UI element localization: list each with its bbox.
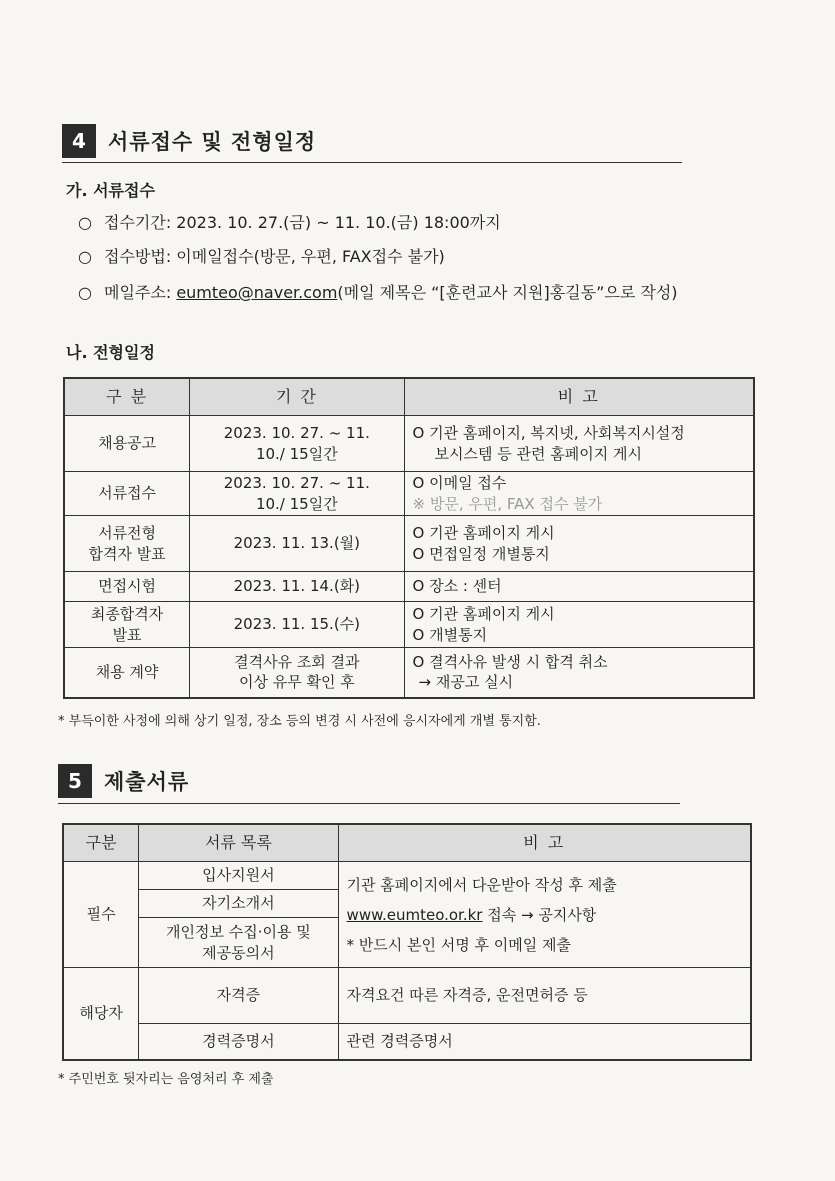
section-title: 제출서류: [104, 770, 190, 794]
document-line: 제공동의서: [202, 943, 275, 962]
section-4-header: [62, 124, 316, 158]
document-cell: 자격증: [139, 968, 338, 1024]
circle-bullet: ○: [78, 283, 92, 302]
period-cell: 2023. 11. 13.(월): [190, 516, 404, 572]
note-line: O 면접일정 개별통지: [412, 544, 550, 563]
notes-cell: [404, 602, 754, 648]
table-row: [64, 648, 754, 698]
bullet-label: 접수방법:: [104, 247, 172, 266]
table-row: [63, 862, 751, 890]
bullet-label: 메일주소:: [104, 283, 172, 302]
section-5-header: [58, 764, 189, 798]
section-number: 5: [58, 764, 92, 798]
period-cell: [190, 416, 404, 472]
table-row: [64, 416, 754, 472]
notes-cell: [404, 416, 754, 472]
divider: [62, 162, 682, 163]
period-line: 10./ 15일간: [255, 494, 338, 513]
notes-cell: 관련 경력증명서: [338, 1024, 751, 1060]
note-line: ※ 방문, 우편, FAX 접수 불가: [412, 494, 603, 513]
header-category: 구분: [63, 824, 139, 862]
period-line: 2023. 10. 27. ~ 11.: [223, 424, 370, 443]
table-header-row: [63, 824, 751, 862]
subheading-schedule: 나. 전형일정: [66, 343, 155, 362]
note-line: [347, 900, 749, 930]
category-cell: [64, 602, 190, 648]
note-line: O 기관 홈페이지 게시: [412, 524, 555, 543]
divider: [58, 803, 680, 804]
required-notes-cell: [338, 862, 751, 968]
period-cell: 2023. 11. 15.(수): [190, 602, 404, 648]
bullet-period: [78, 210, 501, 233]
schedule-footnote: * 부득이한 사정에 의해 상기 일정, 장소 등의 변경 시 사전에 응시자에게 개별 통지함.: [58, 714, 541, 729]
header-notes: 비 고: [404, 378, 754, 416]
period-line: 2023. 10. 27. ~ 11.: [223, 474, 370, 493]
note-line: O 결격사유 발생 시 합격 취소: [412, 653, 608, 671]
document-cell: 경력증명서: [139, 1024, 338, 1060]
note-line: * 반드시 본인 서명 후 이메일 제출: [346, 935, 572, 954]
bullet-method: [78, 244, 445, 267]
table-row: [63, 968, 751, 1024]
table-row: [64, 572, 754, 602]
table-header-row: [64, 378, 754, 416]
notes-cell: [404, 648, 754, 698]
note-line: O 기관 홈페이지, 복지넷, 사회복지시설정: [412, 424, 685, 443]
section-title: 서류접수 및 전형일정: [108, 130, 317, 154]
documents-footnote: * 주민번호 뒷자리는 음영처리 후 제출: [58, 1072, 274, 1087]
header-period: 기 간: [190, 378, 404, 416]
notes-cell: O 장소 : 센터: [404, 572, 754, 602]
category-line: 서류전형: [98, 524, 157, 543]
section-number: 4: [62, 124, 96, 158]
category-cell: 채용 계약: [64, 648, 190, 698]
notes-cell: [404, 516, 754, 572]
email-link[interactable]: eumteo@naver.com: [176, 283, 338, 302]
bullet-label: 접수기간:: [104, 213, 172, 232]
period-cell: 2023. 11. 14.(화): [190, 572, 404, 602]
category-cell: 서류접수: [64, 472, 190, 516]
table-row: [63, 1024, 751, 1060]
documents-table: [62, 823, 752, 1061]
notes-cell: [404, 472, 754, 516]
period-cell: [190, 648, 404, 698]
category-cell: [64, 516, 190, 572]
category-cell: 채용공고: [64, 416, 190, 472]
document-cell: [139, 918, 338, 968]
note-line: O 이메일 접수: [412, 474, 507, 493]
circle-bullet: ○: [78, 247, 92, 266]
document-cell: 입사지원서: [139, 862, 338, 890]
note-text: 접속 → 공지사항: [482, 905, 597, 924]
table-row: [64, 472, 754, 516]
document-cell: 자기소개서: [139, 890, 338, 918]
note-line: O 기관 홈페이지 게시: [412, 605, 555, 624]
note-line: O 개별통지: [412, 625, 488, 644]
note-line: 기관 홈페이지에서 다운받아 작성 후 제출: [346, 875, 617, 894]
website-link[interactable]: www.eumteo.or.kr: [346, 905, 483, 924]
period-cell: [190, 472, 404, 516]
bullet-email: [78, 280, 678, 303]
header-category: 구 분: [64, 378, 190, 416]
category-line: 합격자 발표: [88, 544, 166, 563]
subheading-document-submission: 가. 서류접수: [66, 181, 155, 200]
header-notes: 비 고: [338, 824, 751, 862]
note-line: 보시스템 등 관련 홈페이지 게시: [434, 444, 642, 463]
table-row: [64, 516, 754, 572]
header-document-list: 서류 목록: [139, 824, 338, 862]
bullet-text: (메일 제목은 “[훈련교사 지원]홍길동”으로 작성): [337, 283, 678, 302]
period-line: 이상 유무 확인 후: [238, 673, 355, 692]
applicable-label: 해당자: [63, 968, 139, 1060]
schedule-table: [63, 377, 755, 699]
bullet-text: 2023. 10. 27.(금) ~ 11. 10.(금) 18:00까지: [171, 213, 501, 232]
period-line: 결격사유 조회 결과: [234, 653, 360, 671]
category-line: 발표: [112, 625, 142, 644]
category-cell: 면접시험: [64, 572, 190, 602]
notes-cell: 자격요건 따른 자격증, 운전면허증 등: [338, 968, 751, 1024]
category-line: 최종합격자: [90, 605, 164, 624]
bullet-text: 이메일접수(방문, 우편, FAX접수 불가): [171, 247, 445, 266]
note-line: → 재공고 실시: [418, 673, 514, 692]
period-line: 10./ 15일간: [255, 444, 338, 463]
circle-bullet: ○: [78, 213, 92, 232]
required-label: 필수: [63, 862, 139, 968]
table-row: [64, 602, 754, 648]
document-line: 개인정보 수집·이용 및: [166, 923, 311, 942]
